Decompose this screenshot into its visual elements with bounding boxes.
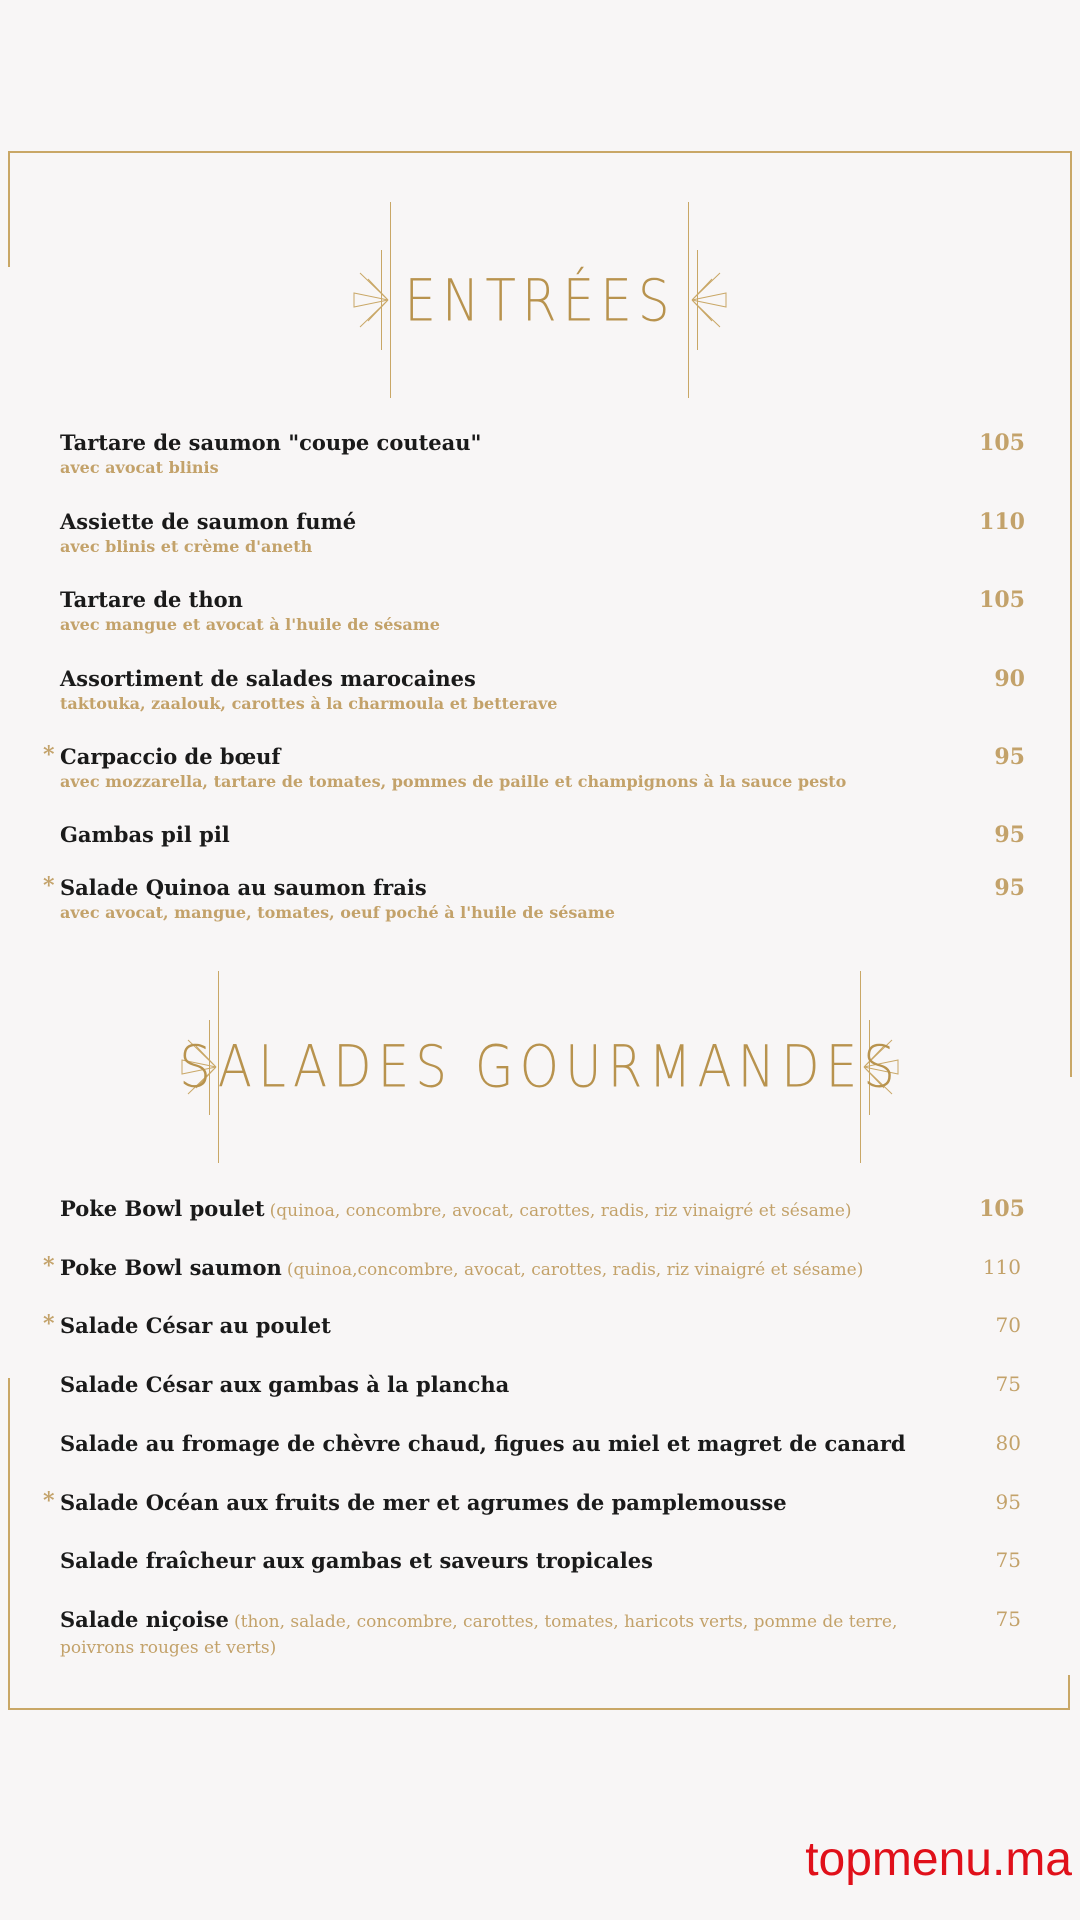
item-name: Salade au fromage de chèvre chaud, figues au miel et magret de canard <box>60 1431 906 1456</box>
star-icon: * <box>43 742 55 768</box>
item-name: Gambas pil pil <box>60 822 230 847</box>
menu-item <box>60 1372 1025 1400</box>
item-description: avec blinis et crème d'aneth <box>60 537 313 556</box>
item-description: (quinoa, concombre, avocat, carottes, radis, riz vinaigré et sésame) <box>269 1201 852 1221</box>
item-name: Salade César au poulet <box>60 1313 331 1338</box>
menu-item <box>60 666 1025 713</box>
item-name: Salade fraîcheur aux gambas et saveurs tropicales <box>60 1548 653 1573</box>
item-price: 80 <box>995 1431 1021 1455</box>
menu-item <box>43 1488 1025 1518</box>
section-title-salades: SALADES GOURMANDES <box>179 1033 901 1101</box>
item-price: 105 <box>979 1196 1025 1222</box>
item-name: Assiette de saumon fumé <box>60 509 357 534</box>
frame-left-bottom <box>8 1378 10 1709</box>
item-description: taktouka, zaalouk, carottes à la charmoula et betterave <box>60 694 558 713</box>
item-price: 70 <box>995 1313 1021 1337</box>
item-price: 105 <box>979 430 1025 456</box>
item-name: Poke Bowl poulet <box>60 1196 265 1221</box>
menu-item <box>43 1311 1025 1341</box>
item-description: (thon, salade, concombre, carottes, tomates, haricots verts, pomme de terre, poivrons rouges et verts) <box>60 1612 898 1658</box>
menu-item <box>60 509 1025 556</box>
item-price: 110 <box>982 1255 1021 1279</box>
item-price: 75 <box>995 1607 1021 1631</box>
item-price: 95 <box>994 875 1025 901</box>
item-name: Salade niçoise <box>60 1607 229 1632</box>
item-name: Salade Quinoa au saumon frais <box>60 875 427 900</box>
star-icon: * <box>43 1488 55 1514</box>
item-price: 90 <box>994 666 1025 692</box>
item-name: Tartare de saumon "coupe couteau" <box>60 430 482 455</box>
item-name: Salade César aux gambas à la plancha <box>60 1372 510 1397</box>
menu-item <box>60 822 1025 850</box>
menu-item <box>60 1196 1025 1224</box>
item-price: 95 <box>995 1490 1021 1514</box>
menu-item <box>43 1253 1025 1283</box>
item-description: avec avocat, mangue, tomates, oeuf poché à l'huile de sésame <box>60 903 615 922</box>
frame-bottom <box>8 1708 1070 1710</box>
frame-right-bottom <box>1068 1675 1070 1709</box>
item-name: Salade Océan aux fruits de mer et agrumes de pamplemousse <box>60 1490 787 1515</box>
menu-item <box>60 430 1025 477</box>
section-title-entrees: ENTRÉES <box>404 267 676 335</box>
menu-item <box>60 1431 1025 1459</box>
item-description: avec mozzarella, tartare de tomates, pommes de paille et champignons à la sauce pesto <box>60 772 847 791</box>
menu-item <box>43 742 1025 791</box>
item-price: 75 <box>995 1548 1021 1572</box>
item-price: 75 <box>995 1372 1021 1396</box>
menu-item <box>60 1548 1025 1576</box>
item-description: (quinoa,concombre, avocat, carottes, radis, riz vinaigré et sésame) <box>286 1260 864 1280</box>
star-icon: * <box>43 873 55 899</box>
item-price: 110 <box>979 509 1025 535</box>
brand-watermark: topmenu.ma <box>805 1833 1072 1886</box>
item-description: avec avocat blinis <box>60 458 219 477</box>
item-name: Tartare de thon <box>60 587 243 612</box>
star-icon: * <box>43 1311 55 1337</box>
item-price: 95 <box>994 822 1025 848</box>
frame-left-top <box>8 151 10 267</box>
item-name: Carpaccio de bœuf <box>60 744 281 769</box>
menu-item <box>43 873 1025 922</box>
item-price: 95 <box>994 744 1025 770</box>
item-description: avec mangue et avocat à l'huile de sésame <box>60 615 440 634</box>
item-name: Assortiment de salades marocaines <box>60 666 476 691</box>
menu-item <box>60 587 1025 634</box>
frame-top <box>8 151 1072 153</box>
item-price: 105 <box>979 587 1025 613</box>
star-icon: * <box>43 1253 55 1279</box>
menu-item <box>60 1607 1025 1661</box>
item-name: Poke Bowl saumon <box>60 1255 282 1280</box>
